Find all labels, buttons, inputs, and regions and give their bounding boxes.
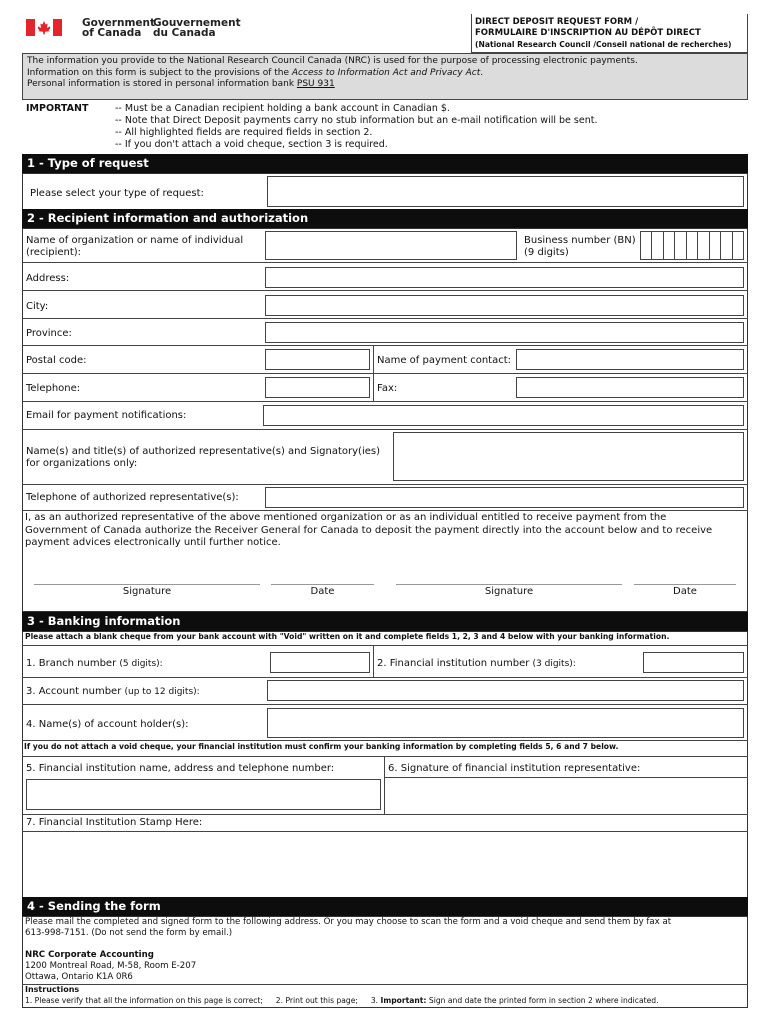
gov-fr-line1: Gouvernement: [153, 17, 241, 29]
institution-number-label: 2. Financial institution number (3 digits):: [377, 658, 576, 669]
postal-code-input[interactable]: [265, 349, 370, 370]
fax-input[interactable]: [516, 377, 744, 398]
email-input[interactable]: [263, 405, 744, 426]
branch-number-label: 1. Branch number (5 digits):: [26, 658, 163, 669]
business-number-label: Business number (BN) (9 digits): [524, 235, 636, 258]
section1-header: 1 - Type of request: [22, 154, 748, 173]
gouvernement-du-canada-wordmark: [153, 18, 241, 38]
important-item: -- If you don't attach a void cheque, section 3 is required.: [115, 139, 388, 150]
canada-flag-logo: [26, 19, 62, 36]
fi-name-input[interactable]: [26, 779, 381, 810]
address-recipient: NRC Corporate Accounting: [25, 950, 154, 960]
signature-label-1: Signature: [122, 586, 172, 597]
form-subtitle: (National Research Council /Conseil national de recherches): [475, 40, 732, 49]
fi-signature-label: 6. Signature of financial institution representative:: [388, 763, 641, 774]
fi-name-label: 5. Financial institution name, address and telephone number:: [26, 763, 335, 774]
gov-fr-line2: du Canada: [153, 27, 216, 39]
postal-code-label: Postal code:: [26, 355, 87, 366]
payment-contact-label: Name of payment contact:: [377, 355, 512, 366]
request-type-label: Please select your type of request:: [30, 188, 204, 199]
psu-931-link[interactable]: PSU 931: [296, 79, 335, 89]
province-input[interactable]: [265, 322, 744, 343]
rep-telephone-label: Telephone of authorized representative(s):: [26, 492, 239, 503]
account-number-label: 3. Account number (up to 12 digits):: [26, 686, 200, 697]
city-input[interactable]: [265, 295, 744, 316]
date-line-1[interactable]: [271, 584, 374, 585]
gov-en-line1: Government: [82, 17, 156, 29]
address-label: Address:: [26, 273, 70, 284]
government-of-canada-wordmark: [82, 18, 155, 38]
privacy-notice: [22, 53, 748, 100]
institution-number-input[interactable]: [643, 652, 744, 673]
important-item: -- Note that Direct Deposit payments carry no stub information but an e-mail notification will be sent.: [115, 115, 598, 126]
date-label-2: Date: [673, 586, 697, 597]
payment-contact-input[interactable]: [516, 349, 744, 370]
signature-line-1[interactable]: [34, 584, 260, 585]
date-line-2[interactable]: [634, 584, 736, 585]
authorized-reps-input[interactable]: [393, 432, 744, 481]
privacy-act-title: Access to Information Act and Privacy Act: [291, 67, 481, 78]
email-label: Email for payment notifications:: [26, 410, 187, 421]
instruction-step-2: 2. Print out this page;: [275, 996, 358, 1005]
important-list: [115, 103, 597, 151]
mailing-address: [25, 950, 196, 983]
privacy-line3: Personal information is stored in personal information bank PSU 931: [27, 79, 335, 89]
confirmation-note: If you do not attach a void cheque, your financial institution must confirm your banking information by completing fields 5, 6 and 7 below.: [24, 742, 619, 751]
banking-instruction: Please attach a blank cheque from your bank account with "Void" written on it and complete fields 1, 2, 3 and 4 below with your banking information.: [25, 632, 670, 641]
privacy-line1: The information you provide to the National Research Council Canada (NRC) is used for the purpose of processing electronic payments.: [27, 56, 638, 66]
important-item: -- All highlighted fields are required fields in section 2.: [115, 127, 373, 138]
date-label-1: Date: [310, 586, 335, 597]
branch-number-input[interactable]: [270, 652, 370, 673]
important-label: IMPORTANT: [26, 103, 89, 114]
authorization-statement: I, as an authorized representative of the above mentioned organization or as an individual entitled to receive payment from the Government of Canada authorize the Receiver General for Canada to deposit the payment directly into the account below and to receive payment advices electronically until further notice.: [25, 512, 713, 548]
address-input[interactable]: [265, 267, 744, 288]
section4-header: 4 - Sending the form: [22, 897, 748, 916]
instructions-title: Instructions: [25, 985, 80, 994]
form-title-en: DIRECT DEPOSIT REQUEST FORM /: [475, 17, 639, 27]
telephone-input[interactable]: [265, 377, 370, 398]
signature-label-2: Signature: [484, 586, 534, 597]
authorized-reps-label: Name(s) and title(s) of authorized representative(s) and Signatory(ies) for organizations only:: [26, 446, 380, 469]
signature-line-2[interactable]: [396, 584, 622, 585]
important-item: -- Must be a Canadian recipient holding a bank account in Canadian $.: [115, 103, 450, 114]
rep-telephone-input[interactable]: [265, 487, 744, 508]
privacy-line2: Information on this form is subject to the provisions of the Access to Information Act and Privacy Act.: [27, 67, 484, 78]
fi-stamp-area[interactable]: [23, 832, 747, 897]
sending-instructions: Please mail the completed and signed form to the following address. Or you may choose to scan the form and a void cheque and send them by fax at 613-998-7151. (Do not send the form by email.): [25, 917, 672, 938]
org-name-input[interactable]: [265, 231, 517, 260]
fi-stamp-label: 7. Financial Institution Stamp Here:: [26, 817, 203, 828]
form-title-block: [475, 17, 731, 50]
province-label: Province:: [26, 328, 72, 339]
org-name-label: Name of organization or name of individual (recipient):: [26, 235, 244, 258]
section3-header: 3 - Banking information: [22, 612, 748, 631]
request-type-select[interactable]: [267, 176, 744, 207]
business-number-input[interactable]: [640, 231, 744, 260]
fax-label: Fax:: [377, 383, 398, 394]
telephone-label: Telephone:: [26, 383, 81, 394]
address-city: Ottawa, Ontario K1A 0R6: [25, 972, 133, 982]
city-label: City:: [26, 301, 49, 312]
account-number-input[interactable]: [267, 680, 744, 701]
address-street: 1200 Montreal Road, M-58, Room E-207: [25, 961, 197, 971]
instruction-step-3: 3. Important: Sign and date the printed form in section 2 where indicated.: [370, 996, 659, 1005]
instruction-step-1: 1. Please verify that all the information on this page is correct;: [25, 996, 263, 1005]
account-holders-input[interactable]: [267, 708, 744, 738]
gov-en-line2: of Canada: [82, 27, 142, 39]
account-holders-label: 4. Name(s) of account holder(s):: [26, 719, 189, 730]
section2-header: 2 - Recipient information and authorization: [22, 209, 748, 228]
form-title-fr: FORMULAIRE D'INSCRIPTION AU DÉPÔT DIRECT: [475, 28, 701, 38]
instructions-steps: [25, 996, 659, 1005]
